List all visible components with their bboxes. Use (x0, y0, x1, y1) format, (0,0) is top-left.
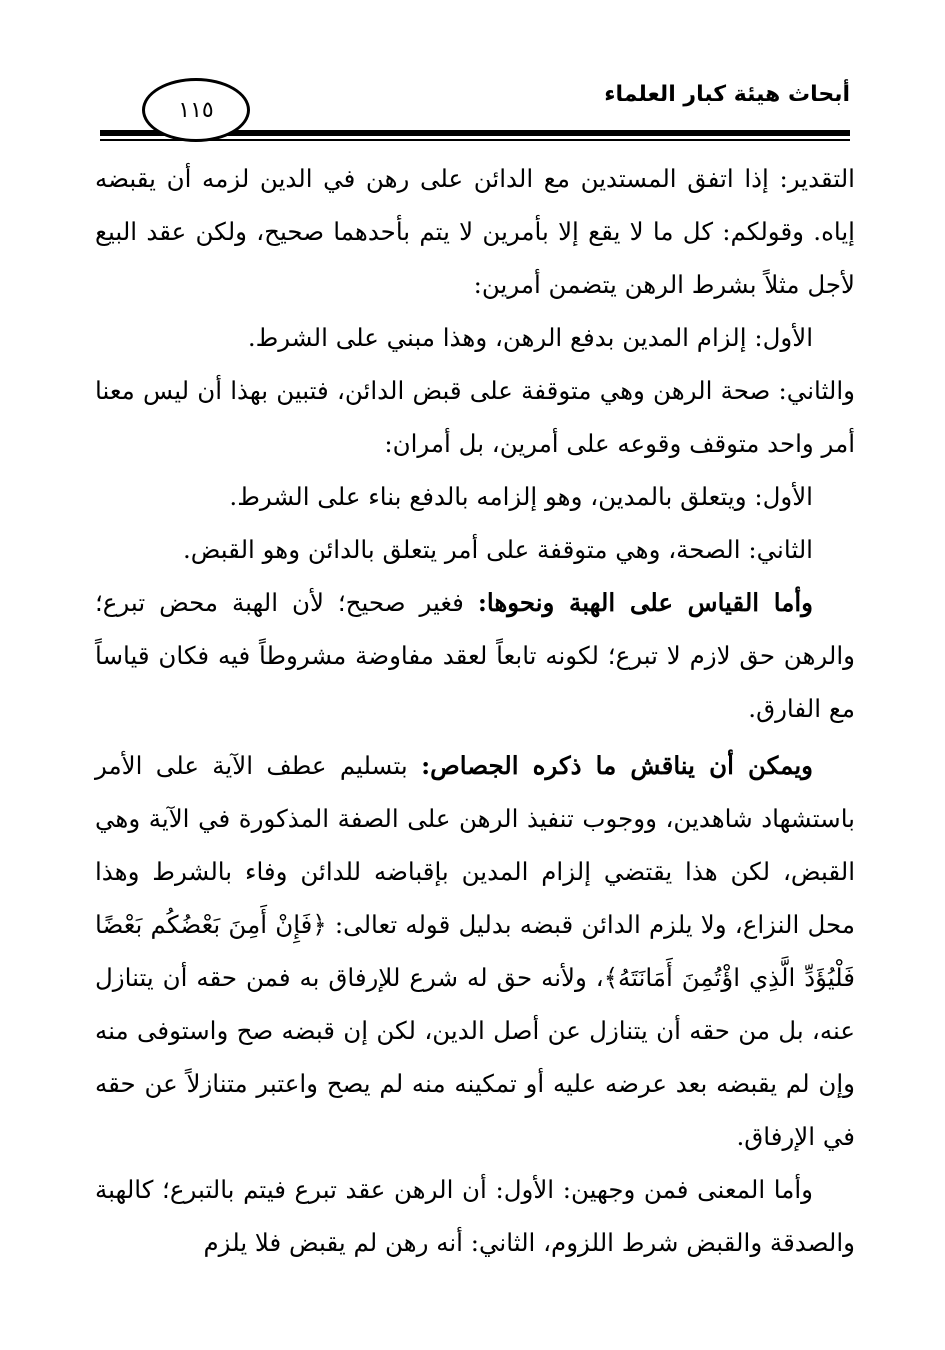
page-header (100, 78, 850, 148)
paragraph (95, 152, 855, 311)
running-title: أبحاث هيئة كبار العلماء (604, 82, 850, 107)
paragraph-text: الأول: إلزام المدين بدفع الرهن، وهذا مبني على الشرط. (247, 323, 813, 352)
paragraph-text: بتسليم عطف الآية على الأمر باستشهاد شاهدين، ووجوب تنفيذ الرهن على الصفة المذكورة في الآية وهي القبض، لكن هذا يقتضي إلزام المدين بإقباضه للدائن وفاء بالشرط وهذا محل النزاع، ولا يلزم الدائن قبضه بدليل قوله تعالى: ﴿فَإِنْ أَمِنَ بَعْضُكُم بَعْضًا فَلْيُؤَدِّ الَّذِي اؤْتُمِنَ أَمَانَتَهُ﴾، ولأنه حق له شرع للإرفاق به فمن حقه أن يتنازل عنه، بل من حقه أن يتنازل عن أصل الدين، لكن إن قبضه صح واستوفى منه وإن لم يقبضه بعد عرضه عليه أو تمكينه منه لم يصح واعتبر متنازلاً عن حقه في الإرفاق. (95, 751, 855, 1151)
paragraph (95, 311, 855, 364)
paragraph-lead: وأما القياس على الهبة ونحوها: (477, 588, 813, 617)
paragraph (95, 739, 855, 1163)
paragraph-text: والثاني: صحة الرهن وهي متوقفة على قبض الدائن، فتبين بهذا أن ليس معنا أمر واحد متوقف وقوعه على أمرين، بل أمران: (95, 376, 855, 458)
paragraph (95, 523, 855, 576)
paragraph-text: الثاني: الصحة، وهي متوقفة على أمر يتعلق بالدائن وهو القبض. (182, 535, 813, 564)
page-number-oval (142, 78, 250, 142)
paragraph (95, 470, 855, 523)
paragraph-text: وأما المعنى فمن وجهين: الأول: أن الرهن عقد تبرع فيتم بالتبرع؛ كالهبة والصدقة والقبض شرط اللزوم، الثاني: أنه رهن لم يقبض فلا يلزم (95, 1175, 855, 1257)
body-text (95, 152, 855, 1269)
paragraph-text: فغير صحيح؛ لأن الهبة محض تبرع؛ والرهن حق لازم لا تبرع؛ لكونه تابعاً لعقد مفاوضة مشروطاً فيه فكان قياساً مع الفارق. (95, 588, 855, 723)
paragraph (95, 1163, 855, 1269)
paragraph-text: الأول: ويتعلق بالمدين، وهو إلزامه بالدفع بناء على الشرط. (229, 482, 813, 511)
page-number: ١١٥ (178, 97, 214, 123)
paragraph-lead: ويمكن أن يناقش ما ذكره الجصاص: (421, 751, 813, 780)
paragraph (95, 364, 855, 470)
paragraph (95, 576, 855, 735)
paragraph-text: التقدير: إذا اتفق المستدين مع الدائن على رهن في الدين لزمه أن يقبضه إياه. وقولكم: كل ما لا يقع إلا بأمرين لا يتم بأحدهما صحيح، ولكن عقد البيع لأجل مثلاً بشرط الرهن يتضمن أمرين: (95, 164, 855, 299)
